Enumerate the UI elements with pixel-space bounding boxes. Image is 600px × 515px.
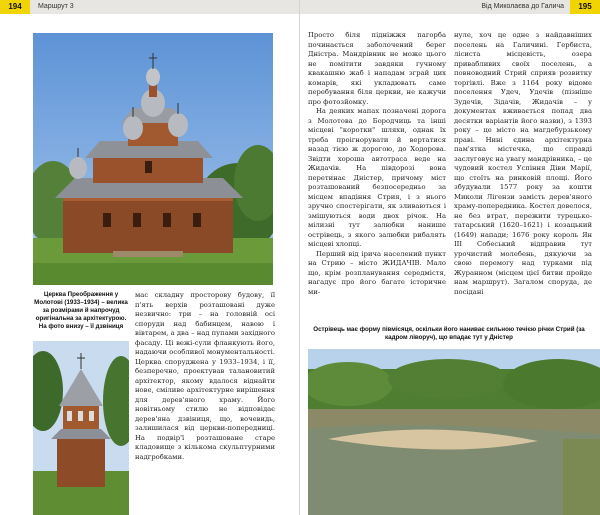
running-head-text: Маршрут 3 (38, 3, 74, 10)
belltower-illustration (33, 341, 129, 515)
page-number-right: 195 (570, 0, 600, 14)
river-photo-caption: Острівець має форму півмісяця, оскільки його наниває сильною течією річки Стрий (за кадром ліворуч), що впадає тут у Дністер (313, 326, 585, 341)
running-header-right (300, 0, 600, 14)
running-head-text-right: Від Миколаєва до Галича (481, 3, 564, 10)
right-col1-paragraph-3: Перший від ірича населений пункт на Стрию – місто ЖИДАЧІВ. Мало що, крім розпланування середмістя, нагадує про його багате історичне ми- (308, 249, 446, 296)
left-body-column (135, 291, 275, 462)
right-col2-paragraph-1: нуле, хоч це одне з найдавніших поселень на Галичині. Гербиста, лісиста місцевість, озера привабливих своїх поселень, а повноводний Стрий сприяв розвитку торгівлі. Вже з 1164 року відоме поселення Удеч, Удечів (пізніше Зудечів, Зідачів, Жидачів – у документах вживається попад два десятки варіантів його назви), з 1393 року – це місто на магдебурзькому праві. Нині єдина архітектурна пам'ятка містечка, що справді заслуговує на увагу мандрівника, – це чудовий костел Успіння Діви Марії, що стоїть на ринковій площі. Його збудували 1577 року за кошти Миколи Лігензи замість дерев'яного храму-попередника. Костел довелося, не без втрат, пережити турецько-татарський (1620–1621) і козацький (1649) напади; 1676 року король Ян III Собеський відправив тут урочистий молебень, дякуючи за свою перемогу над турками під Журанном (місцем цієї битви пройде нам маршрут). Загалом споруда, де посідані (454, 31, 592, 296)
right-body-column-2 (454, 31, 592, 297)
river-photo (308, 349, 600, 515)
church-illustration (33, 33, 273, 285)
church-photo-caption: Церква Преображення у Молотові (1933–1934) – велика за розмірами й напрочуд оригінальна за архітектурою. На фото внизу – її дзвіниця (34, 291, 128, 330)
belltower-photo (33, 341, 129, 515)
page-number: 194 (0, 0, 30, 14)
right-body-column-1 (308, 31, 446, 297)
right-col1-paragraph-1: Просто біля підніжжя пагорба починається заболочений берег Дністра. Мандрівник не може цього не помітити завдяки гучному квакашню жаб і нападам зграй цих комарів, які укладювать саме перебування біля церкви, не кажучи про фотозйомку. (308, 31, 446, 106)
right-page (300, 0, 600, 515)
right-col1-paragraph-2: На деяких мапах позначені дорога з Молотова до Бородчиць та інші місцеві "коротки" шляхи, однак їх треба проігнорувати й вертатися назад тією ж дорогою, до Ходорова. Звідти хорошa автотраса веде на Жидачів. На півдорозі вона перетинає Дністер, причому міст розташований безпосередньо за місцем впадіння Стрия, і з нього зручно спостерігати, як зливаються і змішуються води двох річок. На мілизні тут залюбки нанише острівець, з якого залюбки рибалять місцеві хлопці. (308, 107, 446, 248)
running-header (0, 0, 300, 14)
river-illustration (308, 349, 600, 515)
church-photo (33, 33, 273, 285)
left-paragraph: мас складну просторову будову, її п'ять верхів розташовані дуже незвично: три – на головній осі споруди над бабинцем, навою і вівтарем, а два – над пупами західного фасаду. Ці вежі-сули фланкують його, надаючи особливої монументальності. Церква споруджена у 1933–1934, і її, безперечно, проектував талановитий архітектор, якому вдалося віднайти нове, сміливе архітектурне вирішення для дерев'яного храму. Його новітньому стилю не відповідає дерев'яна дзвіниця, що, вочевидь, залишилася від церкви-попередниці. На подвір'ї розташоване старе кладовище з кількома скульптурними надгробками. (135, 291, 275, 461)
